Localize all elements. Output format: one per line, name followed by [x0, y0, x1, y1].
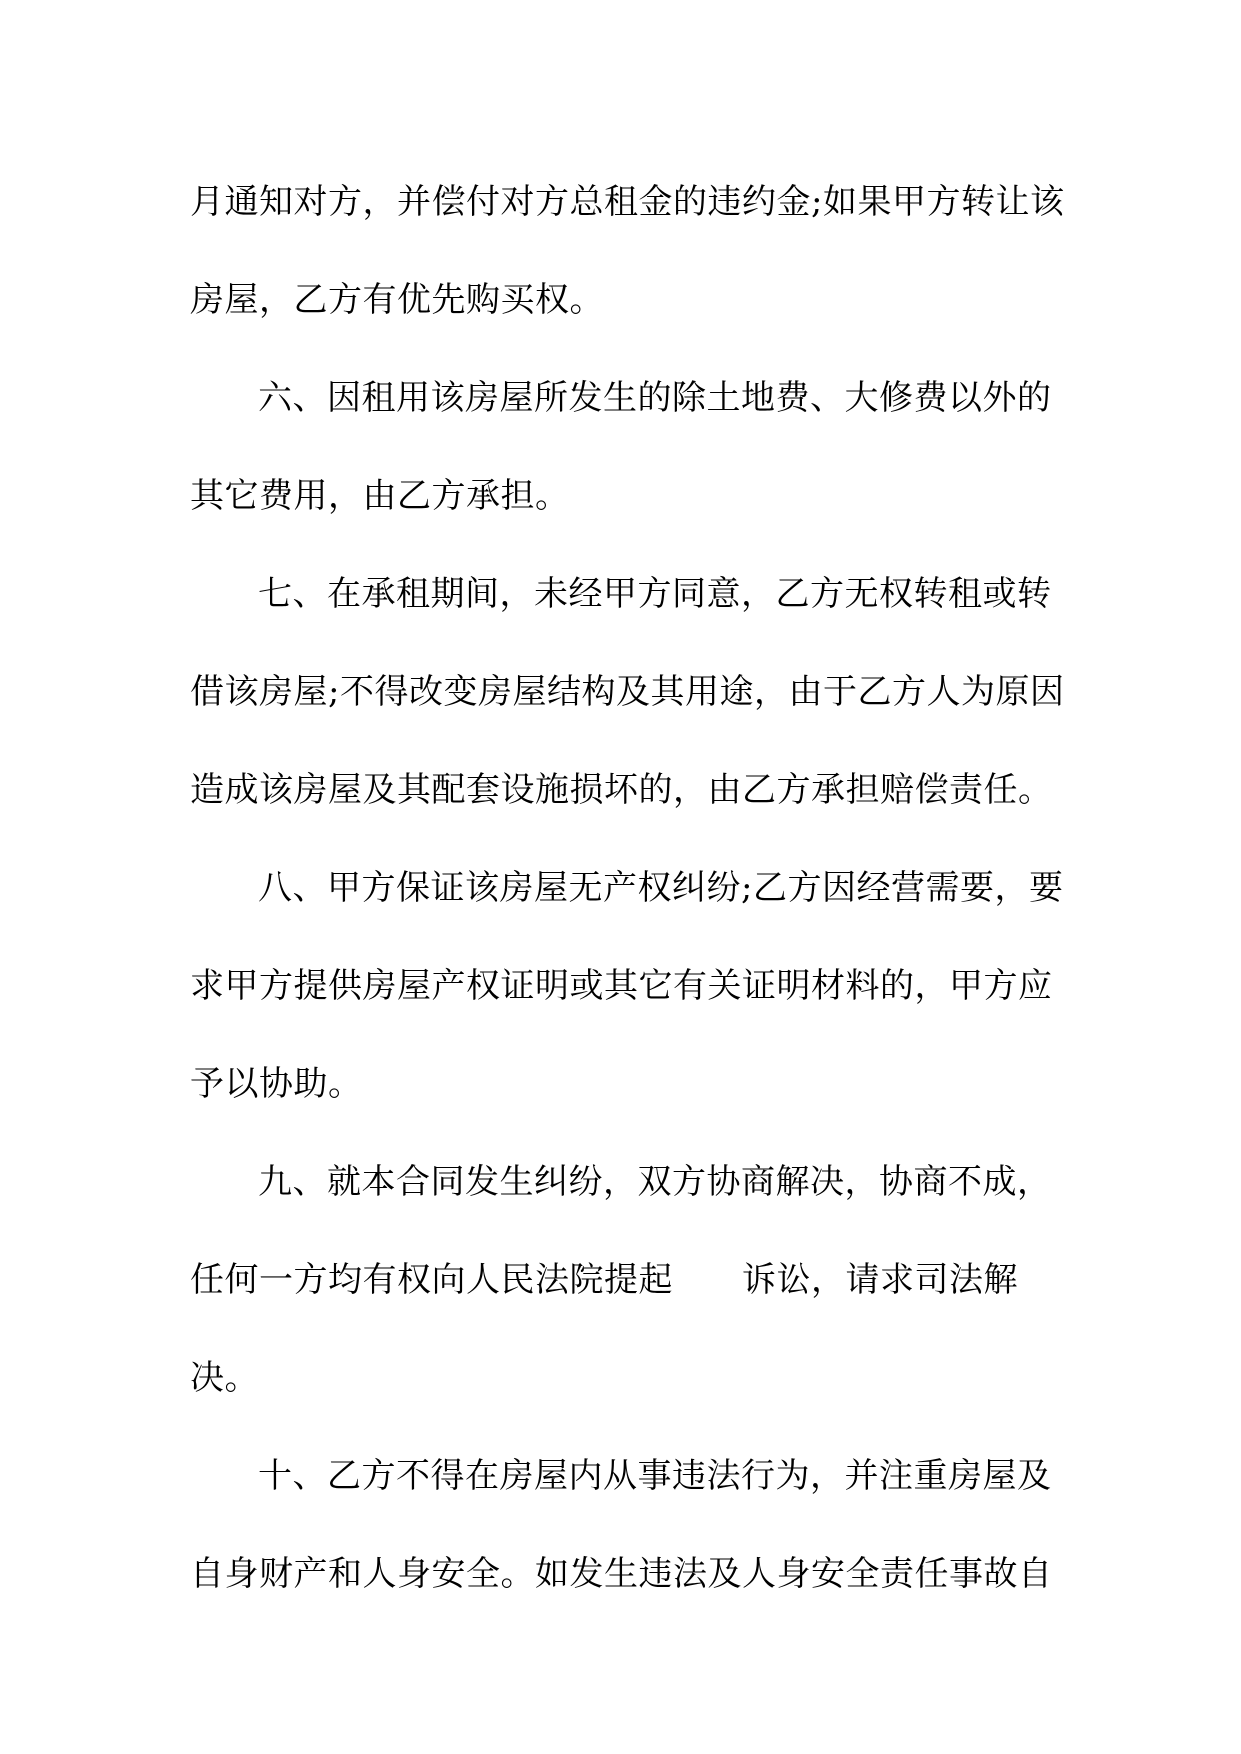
text-line-1: 月通知对方，并偿付对方总租金的违约金;如果甲方转让该: [190, 182, 1065, 222]
clause-8-line-2: 求甲方提供房屋产权证明或其它有关证明材料的，甲方应: [190, 966, 1053, 1006]
clause-7-line-3: 造成该房屋及其配套设施损坏的，由乙方承担赔偿责任。: [190, 770, 1053, 810]
clause-7-line-2: 借该房屋;不得改变房屋结构及其用途，由于乙方人为原因: [190, 672, 1065, 712]
clause-9-line-2: 任何一方均有权向人民法院提起 诉讼，请求司法解: [190, 1260, 1018, 1300]
clause-10-line-1: 十、乙方不得在房屋内从事违法行为，并注重房屋及: [258, 1456, 1052, 1496]
clause-9-line-3: 决。: [190, 1358, 259, 1398]
clause-9-line-1: 九、就本合同发生纠纷，双方协商解决，协商不成，: [258, 1162, 1052, 1202]
clause-6-line-2: 其它费用，由乙方承担。: [190, 476, 570, 516]
clause-10-line-2: 自身财产和人身安全。如发生违法及人身安全责任事故自: [190, 1554, 1053, 1594]
clause-8-line-1: 八、甲方保证该房屋无产权纠纷;乙方因经营需要，要: [258, 868, 1064, 908]
clause-7-line-1: 七、在承租期间，未经甲方同意，乙方无权转租或转: [258, 574, 1052, 614]
text-line-2: 房屋，乙方有优先购买权。: [190, 280, 604, 320]
clause-8-line-3: 予以协助。: [190, 1064, 363, 1104]
clause-6-line-1: 六、因租用该房屋所发生的除土地费、大修费以外的: [258, 378, 1052, 418]
